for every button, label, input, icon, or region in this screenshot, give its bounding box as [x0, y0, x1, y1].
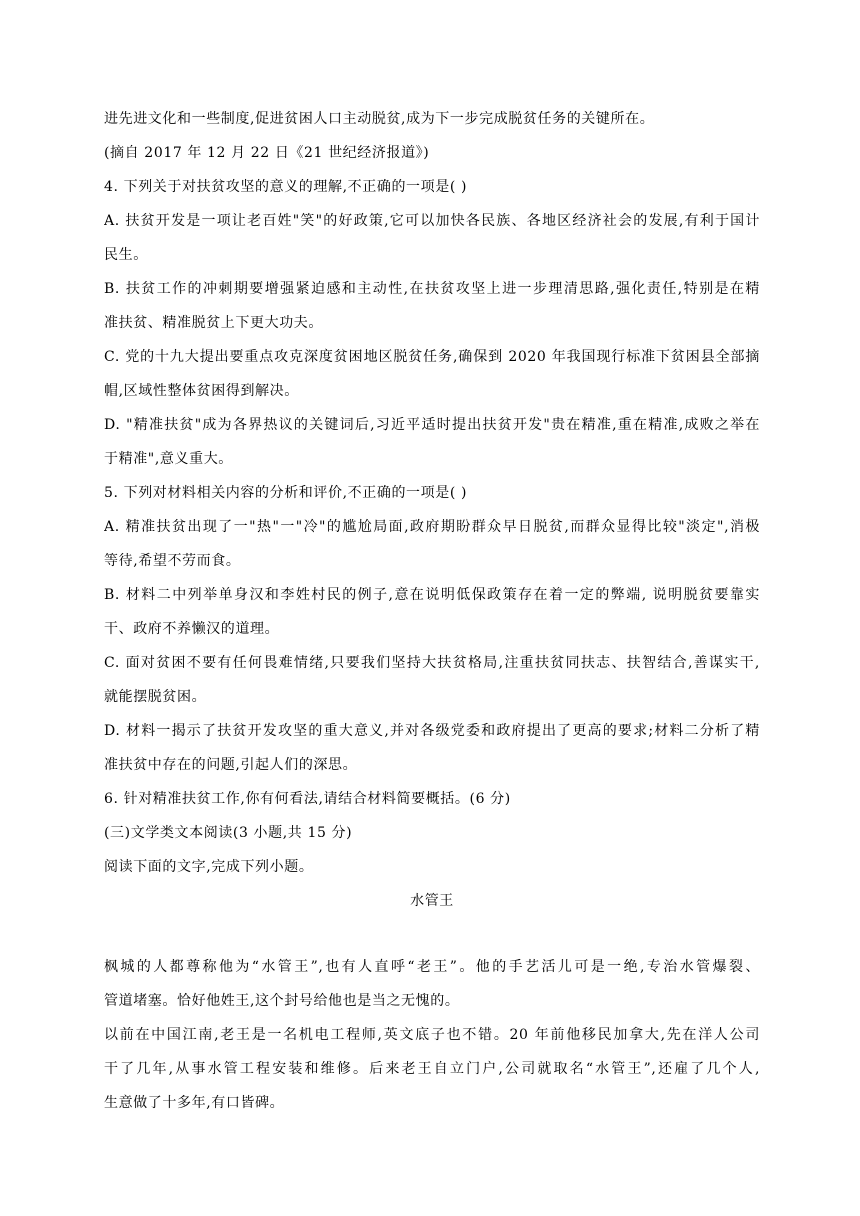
question-5-option-a: A. 精准扶贫出现了一"热"一"冷"的尴尬局面,政府期盼群众早日脱贫,而群众显得比较"淡定",消极	[104, 519, 760, 535]
question-4-option-d-cont: 于精准",意义重大。	[104, 451, 233, 467]
question-4-option-c: C. 党的十九大提出要重点攻克深度贫困地区脱贫任务,确保到 2020 年我国现行标准下贫困县全部摘	[104, 349, 760, 365]
title-spacer	[104, 918, 760, 950]
question-5-option-a-cont: 等待,希望不劳而食。	[104, 553, 241, 569]
exam-page	[104, 102, 760, 1120]
question-6: 6. 针对精准扶贫工作,你有何看法,请结合材料简要概括。(6 分)	[104, 791, 511, 807]
story-paragraph-2-line-1: 以前在中国江南,老王是一名机电工程师,英文底子也不错。20 年前他移民加拿大,先在洋人公司	[104, 1027, 760, 1043]
question-5-option-b-cont: 干、政府不养懒汉的道理。	[104, 621, 280, 637]
question-4-option-a: A. 扶贫开发是一项让老百姓"笑"的好政策,它可以加快各民族、各地区经济社会的发展,有利于国计	[104, 213, 760, 229]
question-5-option-c-cont: 就能摆脱贫困。	[104, 689, 207, 705]
source-citation: (摘自 2017 年 12 月 22 日《21 世纪经济报道》)	[104, 145, 430, 161]
story-title: 水管王	[410, 893, 454, 909]
question-5-option-d-cont: 准扶贫中存在的问题,引起人们的深思。	[104, 757, 358, 773]
story-paragraph-1-line-1: 枫城的人都尊称他为“水管王”,也有人直呼“老王”。他的手艺活儿可是一绝,专治水管爆裂、	[104, 959, 760, 975]
intro-text-line: 进先进文化和一些制度,促进贫困人口主动脱贫,成为下一步完成脱贫任务的关键所在。	[104, 111, 655, 127]
section-title: (三)文学类文本阅读(3 小题,共 15 分)	[104, 825, 353, 841]
story-paragraph-1-line-2: 管道堵塞。恰好他姓王,这个封号给他也是当之无愧的。	[104, 993, 460, 1009]
question-5-option-b: B. 材料二中列举单身汉和李姓村民的例子,意在说明低保政策存在着一定的弊端, 说明脱贫要靠实	[104, 587, 760, 603]
reading-instruction: 阅读下面的文字,完成下列小题。	[104, 859, 314, 875]
question-4-option-b: B. 扶贫工作的冲刺期要增强紧迫感和主动性,在扶贫攻坚上进一步理清思路,强化责任,特别是在精	[104, 281, 760, 297]
question-4-stem: 4. 下列关于对扶贫攻坚的意义的理解,不正确的一项是( )	[104, 179, 468, 195]
question-5-option-d: D. 材料一揭示了扶贫开发攻坚的重大意义,并对各级党委和政府提出了更高的要求;材料二分析了精	[104, 723, 760, 739]
question-4-option-b-cont: 准扶贫、精准脱贫上下更大功夫。	[104, 315, 323, 331]
story-paragraph-2-line-2: 干了几年,从事水管工程安装和维修。后来老王自立门户,公司就取名“水管王”,还雇了几个人,	[104, 1061, 760, 1077]
story-paragraph-2-line-3: 生意做了十多年,有口皆碑。	[104, 1095, 285, 1111]
question-4-option-d: D. "精准扶贫"成为各界热议的关键词后,习近平适时提出扶贫开发"贵在精准,重在精准,成败之举在	[104, 417, 760, 433]
question-4-option-a-cont: 民生。	[104, 247, 148, 263]
question-5-option-c: C. 面对贫困不要有任何畏难情绪,只要我们坚持大扶贫格局,注重扶贫同扶志、扶智结合,善谋实干,	[104, 655, 760, 671]
question-5-stem: 5. 下列对材料相关内容的分析和评价,不正确的一项是( )	[104, 485, 468, 501]
question-4-option-c-cont: 帽,区域性整体贫困得到解决。	[104, 383, 299, 399]
